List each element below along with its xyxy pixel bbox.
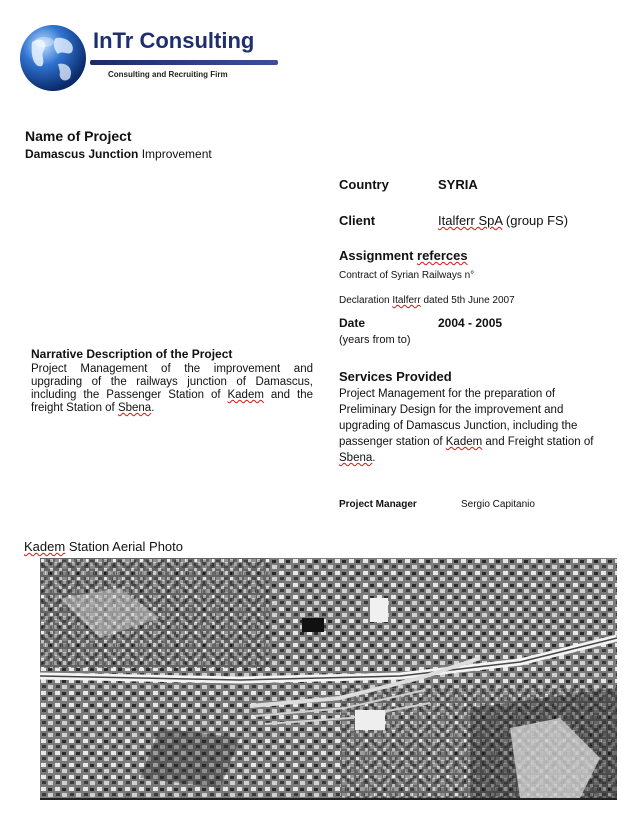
photo-caption <box>24 539 183 554</box>
project-name-bold: Damascus Junction <box>25 147 139 161</box>
client-value-squig: Italferr SpA <box>438 213 503 228</box>
narrative-text <box>31 363 313 415</box>
project-name-label: Name of Project <box>25 128 132 144</box>
narrative-text-c: . <box>151 402 155 414</box>
narrative-title: Narrative Description of the Project <box>31 347 233 361</box>
narrative-squig-1: Kadem <box>227 389 264 401</box>
services-section <box>339 369 601 466</box>
country-label: Country <box>339 177 389 192</box>
assignment-label <box>339 248 468 263</box>
logo-subtitle: Consulting and Recruiting Firm <box>108 70 228 79</box>
narrative-text-a: Project Management of the improvement and upgrading of the railways junction of Damascus, including the Passenger Station of <box>31 363 313 401</box>
assignment-label-main: Assignment <box>339 248 418 263</box>
client-value-rest: (group FS) <box>502 213 569 228</box>
date-label: Date <box>339 316 366 330</box>
project-manager-label: Project Manager <box>339 499 417 510</box>
narrative-squig-2: Sbena <box>117 402 152 414</box>
services-text-c: . <box>372 452 376 464</box>
photo-caption-squig: Kadem <box>24 539 66 554</box>
narrative-text-b: and the freight Station of <box>31 389 313 414</box>
project-name-value <box>25 147 212 161</box>
assignment-line2-a: Declaration <box>339 295 393 306</box>
aerial-photo <box>40 558 617 800</box>
logo-bar <box>90 60 278 65</box>
services-text-b: and Freight station of <box>482 436 594 448</box>
country-value: SYRIA <box>438 177 478 192</box>
project-name-rest: Improvement <box>138 147 212 161</box>
assignment-label-squig: referces <box>417 248 468 263</box>
photo-caption-rest: Station Aerial Photo <box>65 539 184 554</box>
assignment-line2 <box>339 295 515 306</box>
services-squig-2: Sbena <box>339 452 373 464</box>
services-text <box>339 386 601 466</box>
client-value <box>438 213 568 228</box>
services-squig-1: Kadem <box>445 436 483 448</box>
project-manager-value: Sergio Capitanio <box>461 499 535 510</box>
assignment-line1: Contract of Syrian Railways n° <box>339 270 475 281</box>
company-logo <box>18 20 288 96</box>
aerial-photo-image <box>40 558 617 798</box>
narrative-section <box>31 347 313 415</box>
services-text-a: Project Management for the preparation of Preliminary Design for the improvement and upgrading of Damascus Junction, including the passenger station of <box>339 388 578 448</box>
client-label: Client <box>339 213 376 228</box>
assignment-line2-b: dated 5th June 2007 <box>420 295 515 306</box>
logo-title: InTr Consulting <box>93 28 255 53</box>
globe-icon <box>18 20 88 96</box>
date-note: (years from to) <box>339 334 411 346</box>
date-value: 2004 - 2005 <box>438 316 503 330</box>
services-title: Services Provided <box>339 369 452 384</box>
assignment-line2-squig: Italferr <box>392 295 421 306</box>
